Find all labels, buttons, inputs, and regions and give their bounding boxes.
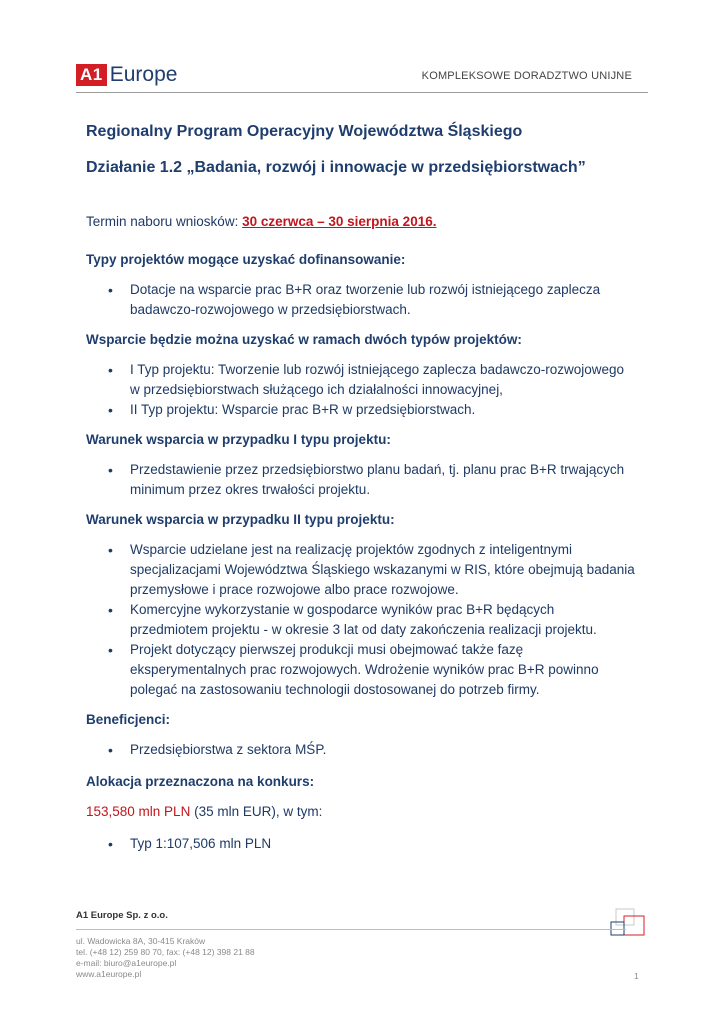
list-item-line: specjalizacjami Województwa Śląskiego wskazanymi w RIS, które obejmują badania (130, 562, 635, 577)
section-heading: Warunek wsparcia w przypadku I typu projektu: (86, 432, 391, 447)
list-item-line: • Przedsiębiorstwa z sektora MŚP. (130, 742, 327, 757)
list-item (86, 360, 646, 400)
list-item-line: • Wsparcie udzielane jest na realizację projektów zgodnych z inteligentnymi (130, 542, 572, 557)
list-item (86, 834, 646, 854)
term-dates: 30 czerwca – 30 sierpnia 2016. (242, 214, 437, 229)
footer-company: A1 Europe Sp. z o.o. (76, 910, 168, 921)
term-label: Termin naboru wniosków: (86, 214, 243, 229)
list-item (86, 740, 646, 760)
logo-mark: A1 (76, 64, 107, 86)
document-body (86, 122, 646, 854)
section-heading: Typy projektów mogące uzyskać dofinansowanie: (86, 252, 406, 267)
section (86, 430, 646, 500)
list-item-line: polegać na zastosowaniu technologii dostosowanej do potrzeb firmy. (130, 682, 540, 697)
sections (86, 250, 646, 760)
list-item (86, 640, 646, 700)
header-divider (76, 92, 648, 93)
section (86, 710, 646, 760)
allocation-heading: Alokacja przeznaczona na konkurs: (86, 774, 315, 789)
section (86, 510, 646, 700)
list-item (86, 400, 646, 420)
page-number: 1 (634, 971, 639, 981)
list-item-line: • Dotacje na wsparcie prac B+R oraz tworzenie lub rozwój istniejącego zaplecza (130, 282, 601, 297)
section (86, 330, 646, 420)
bullet-list (86, 540, 646, 700)
bullet-list (86, 280, 646, 320)
list-item-line: przemysłowe i prace rozwojowe albo prace rozwojowe. (130, 582, 459, 597)
footer-email-line: e-mail: biuro@a1europe.pl (76, 958, 177, 968)
list-item (86, 540, 646, 600)
allocation-section (86, 772, 646, 854)
list-item-line: w przedsiębiorstwach służącego ich działalności innowacyjnej, (130, 382, 503, 397)
allocation-list (86, 834, 646, 854)
list-item-line: • Przedstawienie przez przedsiębiorstwo planu badań, tj. planu prac B+R trwających (130, 462, 625, 477)
footer-address-line: ul. Wadowicka 8A, 30-415 Kraków (76, 936, 206, 946)
title-line-1: Regionalny Program Operacyjny Województwa Śląskiego (86, 123, 523, 140)
list-item-line: minimum przez okres trwałości projektu. (130, 482, 371, 497)
list-item-line: • Projekt dotyczący pierwszej produkcji musi obejmować także fazę (130, 642, 524, 657)
list-item-line: • Komercyjne wykorzystanie w gospodarce wyników prac B+R będących (130, 602, 555, 617)
bullet-list (86, 460, 646, 500)
footer-address (76, 936, 255, 980)
list-item (86, 600, 646, 640)
list-item-line: badawczo-rozwojowego w przedsiębiorstwach. (130, 302, 411, 317)
bullet-list (86, 360, 646, 420)
footer-website-line[interactable]: www.a1europe.pl (76, 969, 142, 979)
footer-phone-line: tel. (+48 12) 259 80 70, fax: (+48 12) 398 21 88 (76, 947, 255, 957)
bullet-list (86, 740, 646, 760)
application-term (86, 212, 646, 232)
list-item-line: • II Typ projektu: Wsparcie prac B+R w przedsiębiorstwach. (130, 402, 476, 417)
a1-europe-logo (76, 63, 177, 87)
list-item (86, 280, 646, 320)
list-item (86, 460, 646, 500)
list-item-line: • I Typ projektu: Tworzenie lub rozwój istniejącego zaplecza badawczo-rozwojowego (130, 362, 625, 377)
list-item-line: Typ 1:107,506 mln PLN (130, 836, 272, 851)
allocation-amount-line (86, 802, 646, 822)
logo-text: Europe (109, 63, 178, 86)
section-heading: Wsparcie będzie można uzyskać w ramach dwóch typów projektów: (86, 332, 522, 347)
section (86, 250, 646, 320)
allocation-amount: 153,580 mln PLN (86, 804, 191, 819)
page-header (76, 58, 648, 94)
footer-divider (76, 929, 626, 930)
section-heading: Warunek wsparcia w przypadku II typu projektu: (86, 512, 395, 527)
list-item-line: eksperymentalnych prac rozwojowych. Wdrożenie wyników prac B+R powinno (130, 662, 599, 677)
allocation-rest: (35 mln EUR), w tym: (190, 804, 323, 819)
list-item-line: przedmiotem projektu - w okresie 3 lat od daty zakończenia realizacji projektu. (130, 622, 597, 637)
section-heading: Beneficjenci: (86, 712, 171, 727)
title-line-2: Działanie 1.2 „Badania, rozwój i innowacje w przedsiębiorstwach” (86, 159, 586, 176)
header-tagline: KOMPLEKSOWE DORADZTWO UNIJNE (421, 70, 632, 82)
footer-logo-squares-icon (610, 908, 648, 938)
